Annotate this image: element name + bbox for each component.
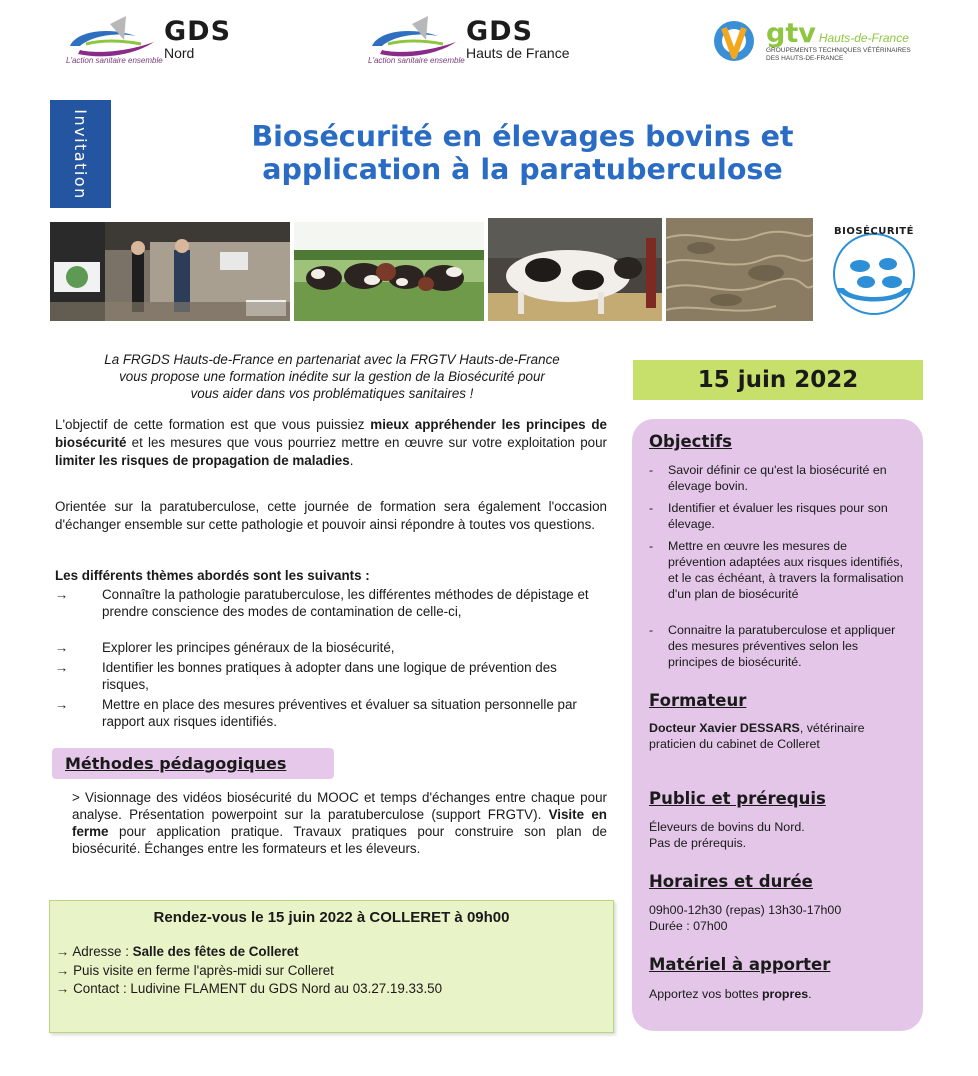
- page-title: [150, 120, 895, 186]
- arrow-icon: →: [55, 697, 69, 712]
- gtv-logo: [708, 18, 911, 64]
- biosecurite-badge: [818, 222, 930, 317]
- rendez-vous-title: Rendez-vous le 15 juin 2022 à COLLERET à 09h00: [153, 909, 510, 926]
- arrow-icon: →: [55, 640, 69, 655]
- theme-item: → Identifier les bonnes pratiques à adopter dans une logique de prévention des risques,: [55, 660, 557, 692]
- paratuberculose-paragraph: Orientée sur la paratuberculose, cette journée de formation sera également l'occasion d'échanger ensemble sur cette pathologie et pouvoir ainsi répondre à toutes vos questions.: [55, 499, 607, 532]
- rdv-visit: → Puis visite en ferme l'après-midi sur Colleret: [56, 963, 334, 978]
- materiel-text: Apportez vos bottes propres.: [649, 987, 812, 1001]
- intro-line-2: vous propose une formation inédite sur la gestion de la Biosécurité pour: [119, 369, 545, 384]
- gds-hdf-tagline: L'action sanitaire ensemble: [368, 56, 465, 65]
- photo-barn-people: [50, 222, 290, 321]
- gds-hdf-sub: Hauts de France: [466, 45, 570, 61]
- objectifs-heading: Objectifs: [649, 432, 733, 451]
- event-date: 15 juin 2022: [697, 367, 859, 393]
- objective-item: - Mettre en œuvre les mesures de prévention adaptées aux risques identifiés, et le cas échéant, à travers la formalisation d'un plan de biosécurité: [649, 539, 904, 601]
- theme-item: → Explorer les principes généraux de la biosécurité,: [55, 640, 395, 655]
- public-line-1: Éleveurs de bovins du Nord.: [649, 820, 805, 834]
- theme-item: → Connaître la pathologie paratuberculose, les différentes méthodes de dépistage et prendre conscience des modes de contamination de celle-ci,: [55, 587, 589, 619]
- objective-item: - Connaitre la paratuberculose et appliquer des mesures préventives selon les principes de biosécurité.: [649, 623, 896, 669]
- methods-bullet: >: [72, 790, 80, 805]
- horaires-line-1: 09h00-12h30 (repas) 13h30-17h00: [649, 903, 842, 917]
- photo-cow-barn: [488, 218, 662, 321]
- objective-paragraph: L'objectif de cette formation est que vous puissiez mieux appréhender les principes de biosécurité et les mesures que vous pourriez mettre en œuvre sur votre exploitation pour limiter les risques de propagation de maladies.: [55, 417, 608, 468]
- horaires-line-2: Durée : 07h00: [649, 919, 728, 933]
- biosecurite-badge-label: BIOSÉCURITÉ: [834, 226, 914, 237]
- materiel-heading: Matériel à apporter: [649, 955, 831, 974]
- gds-nord-tagline: L'action sanitaire ensemble: [66, 56, 163, 65]
- title-line-2: application à la paratuberculose: [262, 153, 783, 186]
- date-banner: [633, 360, 923, 400]
- photo-manure-ground: [666, 218, 813, 321]
- objective-item: - Identifier et évaluer les risques pour son élevage.: [649, 501, 888, 531]
- methods-heading: Méthodes pédagogiques: [52, 748, 334, 779]
- gds-nord-sub: Nord: [164, 45, 195, 61]
- theme-item: → Mettre en place des mesures préventives et évaluer sa situation personnelle par rapport aux risques identifiés.: [55, 697, 577, 729]
- rendez-vous-box: [49, 900, 614, 1033]
- invitation-label: Invitation: [71, 108, 90, 200]
- intro-line-1: La FRGDS Hauts-de-France en partenariat avec la FRGTV Hauts-de-France: [104, 352, 560, 367]
- gtv-emblem-icon: [708, 18, 762, 64]
- arrow-icon: →: [55, 587, 69, 602]
- gtv-name: gtv: [766, 17, 816, 49]
- methods-text: > Visionnage des vidéos biosécurité du MOOC et temps d'échanges entre chaque pour analyse. Présentation powerpoint sur la paratuberculose (support FRGTV). Visite en ferme pour application pratique. Travaux pratiques pour construire son plan de biosécurité. Échanges entre les formateurs et les éleveurs.: [72, 790, 607, 856]
- gds-hdf-name: GDS: [466, 16, 534, 47]
- arrow-icon: →: [55, 660, 69, 675]
- formateur-heading: Formateur: [649, 691, 747, 710]
- public-heading: Public et prérequis: [649, 789, 826, 808]
- intro-line-3: vous aider dans vos problématiques sanitaires !: [190, 386, 474, 401]
- photo-cows-field: [294, 222, 484, 321]
- gtv-tagline-1: GROUPEMENTS TECHNIQUES VÉTÉRINAIRES: [766, 46, 911, 54]
- public-line-2: Pas de prérequis.: [649, 836, 747, 850]
- invitation-tab: [50, 100, 111, 208]
- title-line-1: Biosécurité en élevages bovins et: [251, 120, 794, 153]
- formateur-text: Docteur Xavier DESSARS, vétérinaire praticien du cabinet de Colleret: [649, 721, 865, 751]
- themes-title: Les différents thèmes abordés sont les suivants :: [55, 568, 370, 583]
- intro-text: [48, 351, 616, 402]
- horaires-heading: Horaires et durée: [649, 872, 813, 891]
- gds-nord-logo: [66, 14, 231, 64]
- gtv-tagline-2: DES HAUTS-DE-FRANCE: [766, 54, 844, 62]
- gtv-region: Hauts-de-France: [818, 30, 909, 45]
- gds-nord-name: GDS: [164, 16, 232, 47]
- rdv-address: → Adresse : Salle des fêtes de Colleret: [56, 944, 299, 959]
- objective-item: - Savoir définir ce qu'est la biosécurité en élevage bovin.: [649, 463, 887, 493]
- rdv-contact: → Contact : Ludivine FLAMENT du GDS Nord au 03.27.19.33.50: [56, 981, 443, 996]
- gds-hdf-logo: [368, 14, 570, 64]
